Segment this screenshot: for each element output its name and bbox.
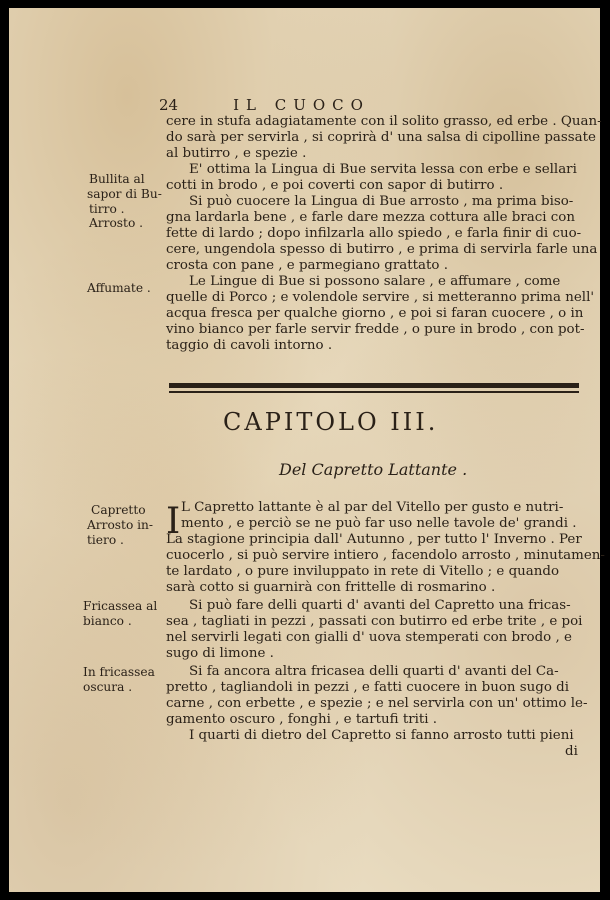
text-line: quelle di Porco ; e volendole servire , si metteranno prima nell' xyxy=(166,290,595,305)
margin-note: oscura . xyxy=(83,680,133,694)
drop-cap: I xyxy=(166,501,181,542)
book-page xyxy=(9,8,605,892)
margin-note: bianco . xyxy=(83,614,132,628)
text-line: al butirro , e spezie . xyxy=(166,146,307,161)
page-number: 24 xyxy=(159,96,179,114)
text-line: sugo di limone . xyxy=(166,646,274,661)
catchword: di xyxy=(565,744,578,759)
text-line: Si può cuocere la Lingua di Bue arrosto , ma prima biso- xyxy=(189,194,574,209)
text-line: La stagione principia dall' Autunno , per tutto l' Inverno . Per xyxy=(166,532,582,547)
margin-note: sapor di Bu- xyxy=(87,187,162,201)
margin-note: Affumate . xyxy=(87,281,151,295)
text-line: cotti in brodo , e poi coverti con sapor di butirro . xyxy=(166,178,504,193)
text-line: te lardato , o pure inviluppato in rete di Vitello ; e quando xyxy=(166,564,560,579)
text-line: fette di lardo ; dopo infilzarla allo spiedo , e farla finir di cuo- xyxy=(166,226,582,241)
margin-note: tirro . xyxy=(89,202,125,216)
text-line: sarà cotto si guarnirà con frittelle di rosmarino . xyxy=(166,580,496,595)
text-line: sea , tagliati in pezzi , passati con butirro ed erbe trite , e poi xyxy=(166,614,583,629)
text-line: pretto , tagliandoli in pezzi , e fatti cuocere in buon sugo di xyxy=(166,680,570,695)
margin-note: In fricassea xyxy=(83,665,155,679)
ornamental-rule xyxy=(169,383,579,388)
text-line: cuocerlo , si può servire intiero , facendolo arrosto , minutamen- xyxy=(166,548,605,563)
text-line: do sarà per servirla , si coprirà d' una salsa di cipolline passate xyxy=(166,130,596,145)
text-line: Si fa ancora altra fricasea delli quarti d' avanti del Ca- xyxy=(189,664,559,679)
text-line: L Capretto lattante è al par del Vitello per gusto e nutri- xyxy=(181,500,564,515)
running-header xyxy=(159,96,370,114)
text-line: Si può fare delli quarti d' avanti del Capretto una fricas- xyxy=(189,598,571,613)
margin-note: Bullita al xyxy=(89,172,145,186)
ornamental-rule-thin xyxy=(169,391,579,393)
text-line: taggio di cavoli intorno . xyxy=(166,338,333,353)
text-line: mento , e perciò se ne può far uso nelle tavole de' grandi . xyxy=(181,516,577,531)
margin-note: tiero . xyxy=(87,533,124,547)
text-line: acqua fresca per qualche giorno , e poi si faran cuocere , o in xyxy=(166,306,584,321)
text-line: vino bianco per farle servir fredde , o pure in brodo , con pot- xyxy=(166,322,585,337)
margin-note: Capretto xyxy=(91,503,146,517)
text-line: carne , con erbette , e spezie ; e nel servirla con un' ottimo le- xyxy=(166,696,588,711)
text-line: nel servirli legati con gialli d' uova stemperati con brodo , e xyxy=(166,630,572,645)
running-title: IL CUOCO xyxy=(233,96,370,114)
chapter-title: CAPITOLO III. xyxy=(223,408,439,436)
text-line: cere, ungendola spesso di butirro , e prima di servirla farle una xyxy=(166,242,598,257)
text-line: crosta con pane , e parmegiano grattato . xyxy=(166,258,448,273)
text-line: E' ottima la Lingua di Bue servita lessa con erbe e sellari xyxy=(189,162,577,177)
text-line: Le Lingue di Bue si possono salare , e affumare , come xyxy=(189,274,561,289)
text-line: gna lardarla bene , e farle dare mezza cottura alle braci con xyxy=(166,210,575,225)
margin-note: Arrosto in- xyxy=(87,518,154,532)
text-line: cere in stufa adagiatamente con il solito grasso, ed erbe . Quan- xyxy=(166,114,602,129)
margin-note: Arrosto . xyxy=(89,216,144,230)
text-line: gamento oscuro , fonghi , e tartufi triti . xyxy=(166,712,438,727)
margin-note: Fricassea al xyxy=(83,599,158,613)
chapter-subtitle: Del Capretto Lattante . xyxy=(279,460,468,479)
text-line: I quarti di dietro del Capretto si fanno arrosto tutti pieni xyxy=(189,728,574,743)
